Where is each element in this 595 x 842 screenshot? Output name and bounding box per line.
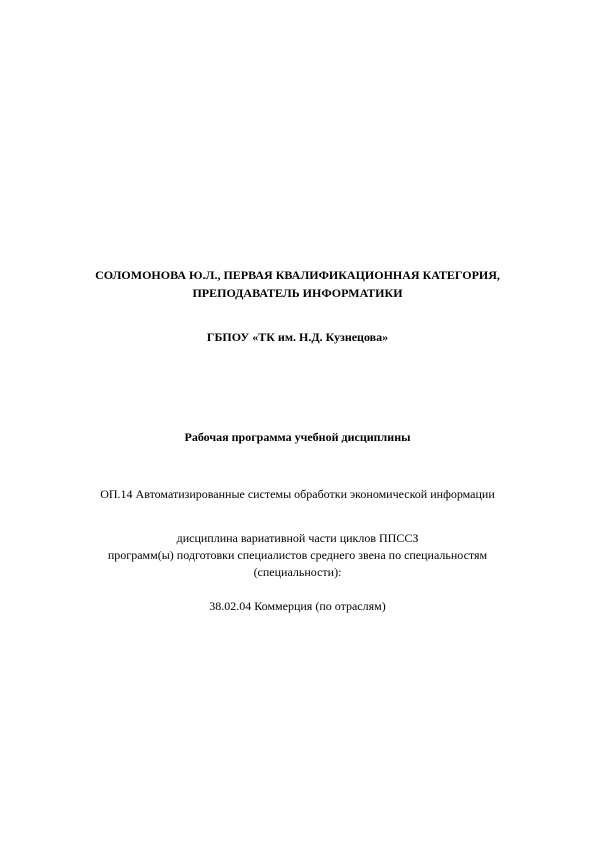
author-line-2: ПРЕПОДАВАТЕЛЬ ИНФОРМАТИКИ: [192, 286, 403, 300]
author-line-1: СОЛОМОНОВА Ю.Л., ПЕРВАЯ КВАЛИФИКАЦИОННАЯ КАТЕГОРИЯ,: [95, 268, 500, 282]
program-title: Рабочая программа учебной дисциплины: [184, 430, 411, 444]
discipline-title: ОП.14 Автоматизированные системы обработки экономической информации: [100, 487, 495, 501]
description-line-2: программ(ы) подготовки специалистов среднего звена по специальностям: [107, 548, 488, 562]
organization-name: ГБПОУ «ТК им. Н.Д. Кузнецова»: [206, 330, 389, 344]
specialty: 38.02.04 Коммерция (по отраслям): [209, 599, 386, 613]
description-line-3: (специальности):: [253, 565, 342, 579]
description-line-1: дисциплина вариативной части циклов ППССЗ: [176, 531, 419, 545]
